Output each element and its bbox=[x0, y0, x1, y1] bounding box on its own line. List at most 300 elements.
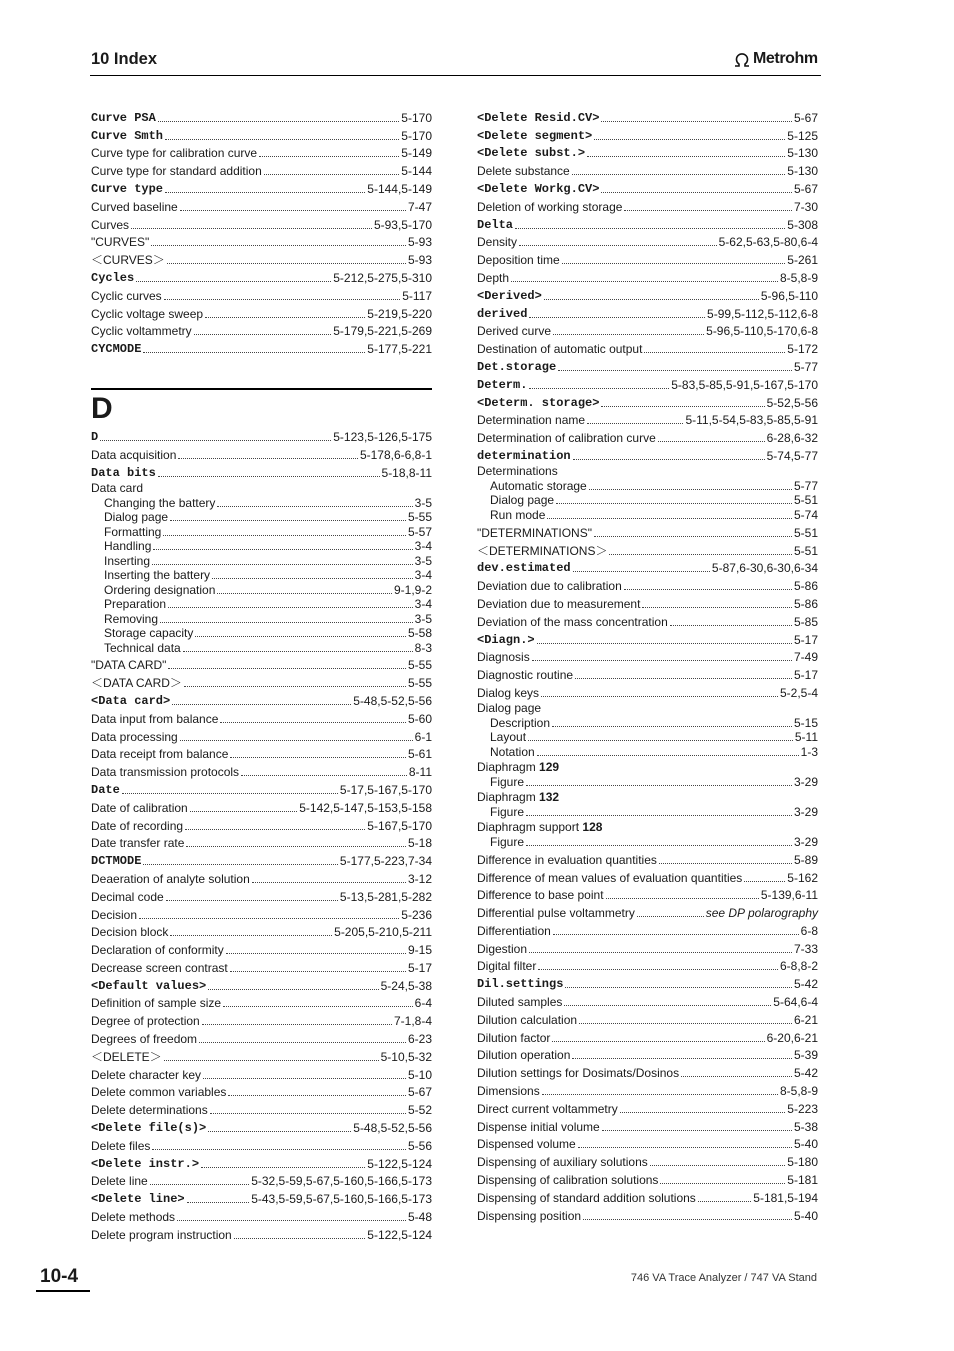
index-entry bbox=[91, 214, 432, 232]
dot-leader bbox=[183, 651, 413, 652]
entry-term: Notation bbox=[490, 744, 535, 759]
entry-term: Diaphragm 132 bbox=[477, 790, 560, 805]
index-entry bbox=[477, 356, 818, 374]
entry-term: Figure bbox=[490, 804, 525, 819]
brand-logo bbox=[733, 50, 818, 68]
dot-leader bbox=[178, 458, 358, 459]
index-entry bbox=[91, 655, 432, 673]
entry-term: Dialog page bbox=[477, 701, 542, 716]
entry-term: Data processing bbox=[91, 729, 178, 744]
index-subentry bbox=[477, 774, 818, 789]
dot-leader bbox=[558, 370, 792, 371]
index-entry bbox=[477, 1027, 818, 1045]
entry-term: Date bbox=[91, 782, 120, 797]
entry-term: <Diagn.> bbox=[477, 632, 535, 647]
dot-leader bbox=[259, 156, 399, 157]
entry-term: Inserting the battery bbox=[104, 568, 211, 583]
entry-term: CYCMODE bbox=[91, 342, 142, 357]
entry-pages: 5-77 bbox=[793, 478, 818, 493]
entry-term: Data receipt from balance bbox=[91, 747, 229, 762]
index-entry bbox=[91, 462, 432, 480]
index-entry bbox=[91, 1010, 432, 1028]
dot-leader bbox=[143, 352, 365, 353]
entry-pages: 5-96,5-110,5-170,6-8 bbox=[706, 324, 818, 339]
entry-pages: 5-52 bbox=[407, 1103, 432, 1118]
index-entry bbox=[477, 1080, 818, 1098]
entry-pages: 5-236 bbox=[401, 907, 432, 922]
index-subentry bbox=[91, 626, 432, 641]
entries-d-continued bbox=[477, 107, 818, 1223]
index-entry bbox=[91, 833, 432, 851]
entry-term: Diluted samples bbox=[477, 995, 563, 1010]
entry-pages: 5-42 bbox=[793, 977, 818, 992]
entry-pages: 5-57 bbox=[407, 524, 432, 539]
entry-pages: 5-60 bbox=[407, 711, 432, 726]
index-subentry bbox=[477, 493, 818, 508]
entry-term: <Delete Workg.CV> bbox=[477, 181, 600, 196]
index-subentry bbox=[91, 568, 432, 583]
entry-term: Difference of mean values of evaluation quantities bbox=[477, 870, 743, 885]
index-entry bbox=[91, 815, 432, 833]
dot-leader bbox=[644, 352, 785, 353]
entry-pages: 1-3 bbox=[800, 744, 818, 759]
index-entry bbox=[91, 922, 432, 940]
entry-term: Difference to base point bbox=[477, 888, 604, 903]
entry-pages: 5-96,5-110 bbox=[760, 288, 818, 303]
index-entry bbox=[477, 867, 818, 885]
entry-pages: 5-261 bbox=[787, 253, 818, 268]
index-entry bbox=[91, 672, 432, 690]
index-subentry bbox=[91, 539, 432, 554]
entry-term: Delete line bbox=[91, 1174, 148, 1189]
entry-term: Delete program instruction bbox=[91, 1227, 232, 1242]
entry-term: Curved baseline bbox=[91, 199, 178, 214]
entry-pages: 5-64,6-4 bbox=[773, 995, 818, 1010]
entry-pages: 5-172 bbox=[787, 342, 818, 357]
entry-pages: 5-74,5-77 bbox=[766, 448, 818, 463]
dot-leader bbox=[212, 578, 413, 579]
dot-leader bbox=[184, 686, 406, 687]
index-entry bbox=[477, 991, 818, 1009]
entry-term: Decision bbox=[91, 907, 138, 922]
entry-pages: 8-5,8-9 bbox=[779, 1084, 818, 1099]
index-subentry bbox=[477, 478, 818, 493]
entry-term: Differentiation bbox=[477, 923, 551, 938]
index-subentry bbox=[477, 730, 818, 745]
entry-pages: 5-55 bbox=[407, 658, 432, 673]
entry-pages: 5-67 bbox=[793, 181, 818, 196]
entry-term: Depth bbox=[477, 270, 510, 285]
entry-term: Figure bbox=[490, 834, 525, 849]
entry-pages: 5-308 bbox=[787, 217, 818, 232]
entry-pages: 5-83,5-85,5-91,5-167,5-170 bbox=[671, 377, 818, 392]
entry-term: Storage capacity bbox=[104, 626, 194, 641]
dot-leader bbox=[650, 1165, 786, 1166]
entry-pages: 5-86 bbox=[793, 579, 818, 594]
index-entry bbox=[477, 611, 818, 629]
dot-leader bbox=[186, 846, 406, 847]
dot-leader bbox=[205, 317, 365, 318]
section-rule bbox=[91, 388, 432, 390]
entry-pages: 5-40 bbox=[793, 1208, 818, 1223]
entry-term: <Delete instr.> bbox=[91, 1156, 200, 1171]
dot-leader bbox=[165, 192, 365, 193]
dot-leader bbox=[185, 829, 365, 830]
entry-pages: 5-58 bbox=[407, 626, 432, 641]
entry-pages: 5-67 bbox=[793, 110, 818, 125]
dot-leader bbox=[139, 918, 399, 919]
entry-pages: 5-170 bbox=[401, 110, 432, 125]
dot-leader bbox=[230, 757, 406, 758]
dot-leader bbox=[529, 952, 792, 953]
entry-term: Dilution settings for Dosimats/Dosinos bbox=[477, 1066, 680, 1081]
entry-pages: 5-162 bbox=[787, 870, 818, 885]
entry-pages: 6-8 bbox=[800, 923, 818, 938]
index-entry bbox=[477, 1134, 818, 1152]
index-entry bbox=[477, 920, 818, 938]
dot-leader bbox=[526, 785, 792, 786]
dot-leader bbox=[553, 934, 799, 935]
index-entry bbox=[477, 249, 818, 267]
entry-term: Handling bbox=[104, 539, 152, 554]
index-entry bbox=[477, 902, 818, 920]
index-subentry bbox=[91, 553, 432, 568]
entry-pages: 7-49 bbox=[793, 650, 818, 665]
omega-icon bbox=[733, 52, 751, 67]
entry-term: <Delete subst.> bbox=[477, 146, 586, 161]
index-entry bbox=[477, 1205, 818, 1223]
entry-pages: 5-11,5-54,5-83,5-85,5-91 bbox=[685, 413, 818, 428]
entry-term: Deposition time bbox=[477, 253, 560, 268]
entry-term: Dispense initial volume bbox=[477, 1119, 600, 1134]
dot-leader bbox=[532, 660, 792, 661]
entry-term: Curve type for standard addition bbox=[91, 164, 262, 179]
entry-term: Diagnostic routine bbox=[477, 668, 574, 683]
entry-pages: 5-123,5-126,5-175 bbox=[333, 429, 432, 444]
entry-term: Det.storage bbox=[477, 359, 557, 374]
entry-term: Diagnosis bbox=[477, 650, 530, 665]
entry-pages: 5-144,5-149 bbox=[367, 181, 432, 196]
index-entry bbox=[477, 445, 818, 463]
entry-term: Curve Smth bbox=[91, 128, 164, 143]
entry-pages: 5-32,5-59,5-67,5-160,5-166,5-173 bbox=[251, 1174, 432, 1189]
entry-term: Preparation bbox=[104, 597, 167, 612]
index-heading bbox=[91, 480, 432, 496]
dot-leader bbox=[201, 1167, 365, 1168]
index-entry bbox=[477, 558, 818, 576]
entry-term: Difference in evaluation quantities bbox=[477, 852, 657, 867]
entry-pages: 5-178,6-6,8-1 bbox=[359, 447, 432, 462]
index-subentry bbox=[477, 804, 818, 819]
entry-pages: 5-205,5-210,5-211 bbox=[334, 925, 432, 940]
entry-pages: 7-33 bbox=[793, 941, 818, 956]
entry-pages: 6-1 bbox=[414, 729, 432, 744]
dot-leader bbox=[620, 1112, 786, 1113]
dot-leader bbox=[164, 1060, 379, 1061]
dot-leader bbox=[180, 740, 413, 741]
entry-pages: 5-93 bbox=[407, 253, 432, 268]
index-entry bbox=[91, 143, 432, 161]
entry-pages: 5-93 bbox=[407, 235, 432, 250]
dot-leader bbox=[552, 726, 792, 727]
dot-leader bbox=[166, 900, 338, 901]
page-number: 10-4 bbox=[40, 1266, 79, 1287]
entry-term: Cyclic curves bbox=[91, 288, 162, 303]
dot-leader bbox=[199, 1042, 406, 1043]
index-entry bbox=[91, 797, 432, 815]
dot-leader bbox=[658, 441, 765, 442]
entry-term: Data bits bbox=[91, 465, 156, 480]
entry-pages: 5-77 bbox=[793, 359, 818, 374]
dot-leader bbox=[165, 139, 399, 140]
entry-pages: 7-47 bbox=[407, 199, 432, 214]
entry-term: <Delete file(s)> bbox=[91, 1121, 207, 1136]
entry-pages: 5-40 bbox=[793, 1137, 818, 1152]
entry-pages: 5-15 bbox=[793, 715, 818, 730]
entry-term: Cyclic voltammetry bbox=[91, 324, 192, 339]
index-entry bbox=[91, 726, 432, 744]
dot-leader bbox=[158, 121, 399, 122]
dot-leader bbox=[526, 845, 792, 846]
entry-term: Date of recording bbox=[91, 818, 184, 833]
entry-term: Data card bbox=[91, 481, 144, 496]
index-entry bbox=[477, 522, 818, 540]
index-entry bbox=[91, 850, 432, 868]
entry-part-number: 132 bbox=[539, 790, 560, 805]
entry-term: Ordering designation bbox=[104, 582, 216, 597]
entry-term: Run mode bbox=[490, 507, 546, 522]
dot-leader bbox=[190, 811, 297, 812]
index-entry bbox=[91, 904, 432, 922]
dot-leader bbox=[100, 440, 331, 441]
dot-leader bbox=[152, 564, 413, 565]
entry-pages: 5-2,5-4 bbox=[779, 685, 818, 700]
index-entry bbox=[477, 1009, 818, 1027]
entry-term: Derived curve bbox=[477, 324, 552, 339]
dot-leader bbox=[601, 406, 764, 407]
entry-term: "DETERMINATIONS" bbox=[477, 525, 592, 540]
entry-term: Date transfer rate bbox=[91, 836, 185, 851]
index-entry bbox=[91, 1224, 432, 1242]
dot-leader bbox=[529, 388, 669, 389]
entry-pages: 6-28,6-32 bbox=[766, 431, 818, 446]
dot-leader bbox=[228, 1095, 406, 1096]
index-entry bbox=[477, 267, 818, 285]
index-subentry bbox=[477, 715, 818, 730]
dot-leader bbox=[230, 971, 406, 972]
entry-pages: 9-1,9-2 bbox=[393, 582, 432, 597]
dot-leader bbox=[241, 775, 407, 776]
entry-term: Density bbox=[477, 235, 518, 250]
dot-leader bbox=[187, 1202, 250, 1203]
entry-pages: 5-10,5-32 bbox=[380, 1049, 432, 1064]
dot-leader bbox=[552, 1041, 764, 1042]
entry-pages: 5-177,5-221 bbox=[367, 342, 432, 357]
dot-leader bbox=[562, 263, 786, 264]
index-heading bbox=[477, 819, 818, 835]
index-entry bbox=[91, 1082, 432, 1100]
index-entry bbox=[477, 1062, 818, 1080]
entry-pages: 5-125 bbox=[787, 128, 818, 143]
index-subentry bbox=[477, 507, 818, 522]
entry-term: "CURVES" bbox=[91, 235, 150, 250]
entry-term: Dialog keys bbox=[477, 685, 540, 700]
index-entry bbox=[477, 575, 818, 593]
dot-leader bbox=[601, 192, 792, 193]
dot-leader bbox=[150, 1184, 250, 1185]
index-entry bbox=[477, 647, 818, 665]
entry-term: Direct current voltammetry bbox=[477, 1101, 618, 1116]
dot-leader bbox=[210, 1113, 406, 1114]
entry-pages: 5-122,5-124 bbox=[367, 1156, 432, 1171]
dot-leader bbox=[660, 1183, 785, 1184]
index-entry bbox=[91, 196, 432, 214]
entry-part-number: 128 bbox=[582, 820, 603, 835]
dot-leader bbox=[564, 1005, 771, 1006]
index-subentry bbox=[91, 510, 432, 525]
entry-pages: 3-29 bbox=[793, 834, 818, 849]
index-entry bbox=[91, 426, 432, 444]
dot-leader bbox=[578, 1147, 792, 1148]
dot-leader bbox=[602, 1130, 792, 1131]
entry-term: Dispensing position bbox=[477, 1208, 582, 1223]
index-heading bbox=[477, 789, 818, 805]
entry-term: Diaphragm support 128 bbox=[477, 820, 603, 835]
index-entry bbox=[477, 143, 818, 161]
index-entry bbox=[477, 285, 818, 303]
dot-leader bbox=[544, 299, 759, 300]
index-subentry bbox=[91, 495, 432, 510]
entry-pages: 3-4 bbox=[414, 539, 432, 554]
dot-leader bbox=[208, 1131, 351, 1132]
dot-leader bbox=[556, 503, 792, 504]
entry-pages: 5-10 bbox=[407, 1067, 432, 1082]
index-entry bbox=[477, 956, 818, 974]
index-entry bbox=[91, 1206, 432, 1224]
entry-term: Curve type for calibration curve bbox=[91, 146, 258, 161]
page-header-title: 10 Index bbox=[91, 50, 158, 68]
entry-pages: 3-5 bbox=[414, 611, 432, 626]
entry-term: Differential pulse voltammetry bbox=[477, 906, 635, 921]
entry-pages: 5-51 bbox=[793, 543, 818, 558]
index-entry bbox=[91, 1099, 432, 1117]
entry-pages: 3-4 bbox=[414, 568, 432, 583]
dot-leader bbox=[152, 1149, 406, 1150]
dot-leader bbox=[226, 953, 406, 954]
index-entry bbox=[91, 303, 432, 321]
index-entry bbox=[477, 1116, 818, 1134]
entry-pages: 5-130 bbox=[787, 164, 818, 179]
index-subentry bbox=[91, 597, 432, 612]
dot-leader bbox=[168, 668, 406, 669]
entry-term: Determination name bbox=[477, 413, 586, 428]
dot-leader bbox=[670, 625, 792, 626]
entries-c bbox=[91, 107, 432, 356]
index-entry bbox=[477, 682, 818, 700]
dot-leader bbox=[609, 554, 792, 555]
index-entry bbox=[477, 196, 818, 214]
entry-term: Dispensed volume bbox=[477, 1137, 576, 1152]
entry-term: <Delete segment> bbox=[477, 128, 593, 143]
entry-term: Description bbox=[490, 715, 551, 730]
entry-pages: 3-5 bbox=[414, 553, 432, 568]
dot-leader bbox=[143, 864, 338, 865]
dot-leader bbox=[594, 536, 792, 537]
entry-pages: 5-39 bbox=[793, 1048, 818, 1063]
entry-pages: 7-1,8-4 bbox=[393, 1014, 432, 1029]
index-entry bbox=[477, 885, 818, 903]
entry-term: "DATA CARD" bbox=[91, 658, 167, 673]
entry-term: Degree of protection bbox=[91, 1014, 200, 1029]
dot-leader bbox=[698, 1201, 751, 1202]
entry-term: Removing bbox=[104, 611, 159, 626]
entry-pages: 5-11 bbox=[794, 730, 818, 745]
entry-term: Digestion bbox=[477, 941, 528, 956]
entry-pages: 5-149 bbox=[401, 146, 432, 161]
entry-term: Dialog page bbox=[104, 510, 169, 525]
entry-term: Technical data bbox=[104, 640, 181, 655]
index-entry bbox=[91, 868, 432, 886]
index-column-left bbox=[91, 107, 432, 1242]
entry-pages: 5-51 bbox=[793, 525, 818, 540]
entry-term: <Delete Resid.CV> bbox=[477, 110, 600, 125]
entry-pages: 5-61 bbox=[407, 747, 432, 762]
entry-term: Deaeration of analyte solution bbox=[91, 871, 250, 886]
dot-leader bbox=[572, 174, 786, 175]
dot-leader bbox=[177, 1220, 406, 1221]
dot-leader bbox=[573, 571, 710, 572]
entry-term: D bbox=[91, 429, 99, 444]
entry-term: Curve PSA bbox=[91, 110, 156, 125]
dot-leader bbox=[637, 916, 704, 917]
entry-pages: 5-48,5-52,5-56 bbox=[353, 1121, 432, 1136]
entry-pages: 6-23 bbox=[407, 1032, 432, 1047]
dot-leader bbox=[160, 622, 413, 623]
entry-term: Diaphragm 129 bbox=[477, 760, 560, 775]
entry-pages: 6-21 bbox=[793, 1012, 818, 1027]
index-entry bbox=[91, 1117, 432, 1135]
entry-term: Delta bbox=[477, 217, 514, 232]
entry-pages: 5-17 bbox=[793, 668, 818, 683]
dot-leader bbox=[203, 1078, 406, 1079]
dot-leader bbox=[606, 898, 759, 899]
index-entry bbox=[91, 690, 432, 708]
dot-leader bbox=[589, 489, 792, 490]
entry-pages: 5-177,5-223,7-34 bbox=[339, 854, 432, 869]
entry-term: Determinations bbox=[477, 464, 558, 479]
entry-term: Data transmission protocols bbox=[91, 765, 240, 780]
entry-term: <Data card> bbox=[91, 693, 171, 708]
index-entry bbox=[477, 303, 818, 321]
index-entry bbox=[91, 957, 432, 975]
entry-pages: 5-24,5-38 bbox=[380, 978, 432, 993]
entry-term: Decrease screen contrast bbox=[91, 960, 228, 975]
entry-pages: 5-180 bbox=[787, 1155, 818, 1170]
entry-pages: 5-17 bbox=[793, 632, 818, 647]
entry-pages: 5-18 bbox=[407, 836, 432, 851]
index-entry bbox=[477, 178, 818, 196]
index-entry bbox=[477, 427, 818, 445]
entry-pages: 5-122,5-124 bbox=[367, 1227, 432, 1242]
index-entry bbox=[477, 629, 818, 647]
entry-pages: 7-30 bbox=[793, 199, 818, 214]
entry-pages: 5-179,5-221,5-269 bbox=[333, 324, 432, 339]
dot-leader bbox=[537, 643, 792, 644]
index-heading bbox=[477, 463, 818, 479]
dot-leader bbox=[538, 969, 778, 970]
entry-term: ＜CURVES＞ bbox=[91, 253, 165, 268]
index-entry bbox=[477, 107, 818, 125]
